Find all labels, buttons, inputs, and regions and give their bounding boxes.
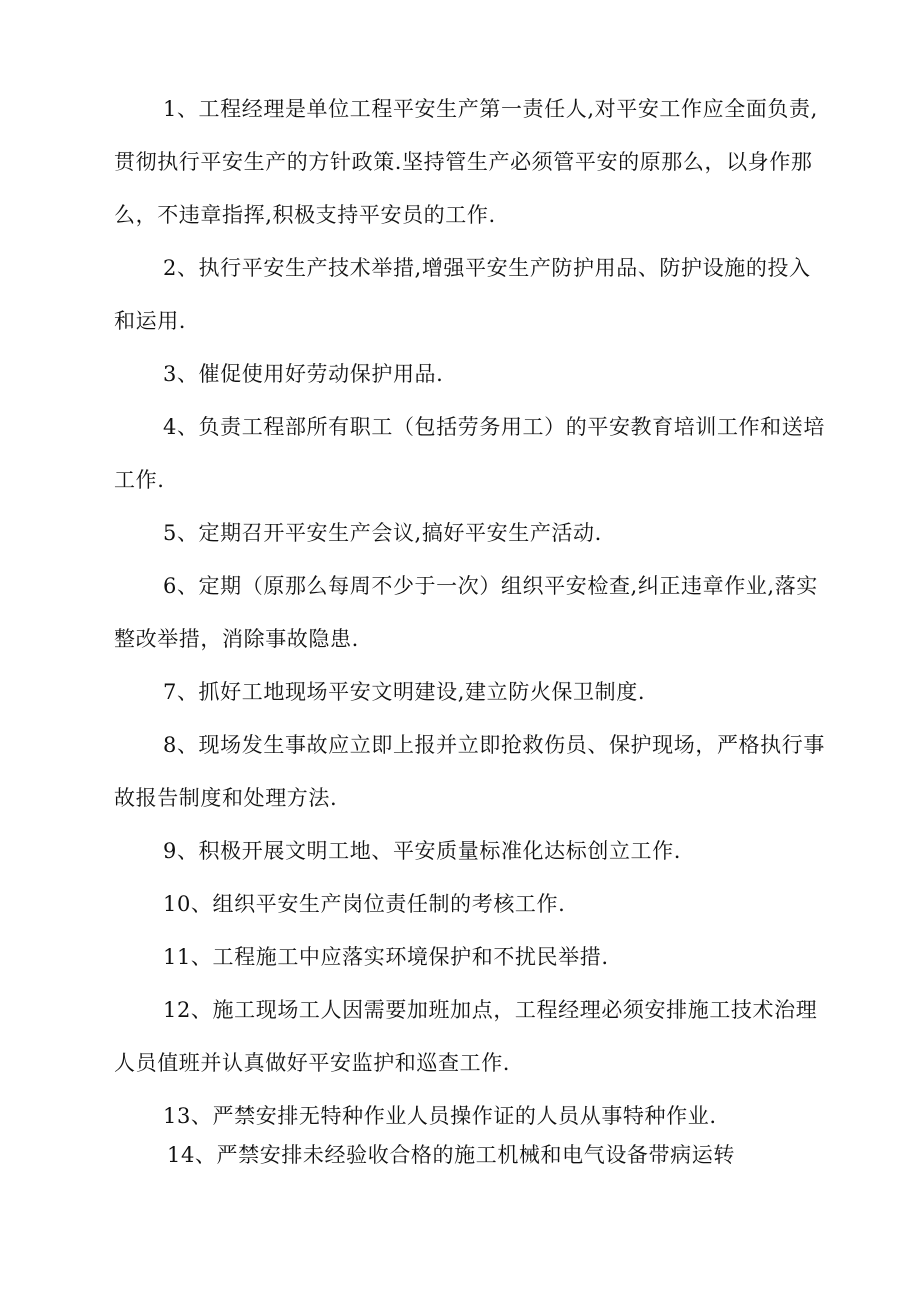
paragraph-4: 4、负责工程部所有职工（包括劳务用工）的平安教育培训工作和送培工作.	[114, 415, 825, 492]
paragraph-10: 10、组织平安生产岗位责任制的考核工作.	[163, 892, 566, 916]
paragraph-13: 13、严禁安排无特种作业人员操作证的人员从事特种作业.	[163, 1104, 717, 1128]
paragraph-11: 11、工程施工中应落实环境保护和不扰民举措.	[163, 945, 609, 969]
paragraph-1: 1、工程经理是单位工程平安生产第一责任人,对平安工作应全面负责,贯彻执行平安生产的方针政策.坚持管生产必须管平安的原那么，以身作那么，不违章指挥,积极支持平安员的工作.	[114, 97, 818, 227]
paragraph-2: 2、执行平安生产技术举措,增强平安生产防护用品、防护设施的投入和运用.	[114, 256, 811, 333]
paragraph-6: 6、定期（原那么每周不少于一次）组织平安检查,纠正违章作业,落实整改举措，消除事故隐患.	[114, 574, 818, 651]
paragraph-7: 7、抓好工地现场平安文明建设,建立防火保卫制度.	[163, 680, 646, 704]
paragraph-14: 14、严禁安排未经验收合格的施工机械和电气设备带病运转	[167, 1143, 735, 1167]
paragraph-9: 9、积极开展文明工地、平安质量标准化达标创立工作.	[163, 839, 682, 863]
paragraph-8: 8、现场发生事故应立即上报并立即抢救伤员、保护现场，严格执行事故报告制度和处理方法.	[114, 733, 825, 810]
paragraph-12: 12、施工现场工人因需要加班加点，工程经理必须安排施工技术治理人员值班并认真做好平安监护和巡查工作.	[114, 998, 818, 1075]
paragraph-3: 3、催促使用好劳动保护用品.	[163, 362, 444, 386]
paragraph-5: 5、定期召开平安生产会议,搞好平安生产活动.	[163, 521, 602, 545]
